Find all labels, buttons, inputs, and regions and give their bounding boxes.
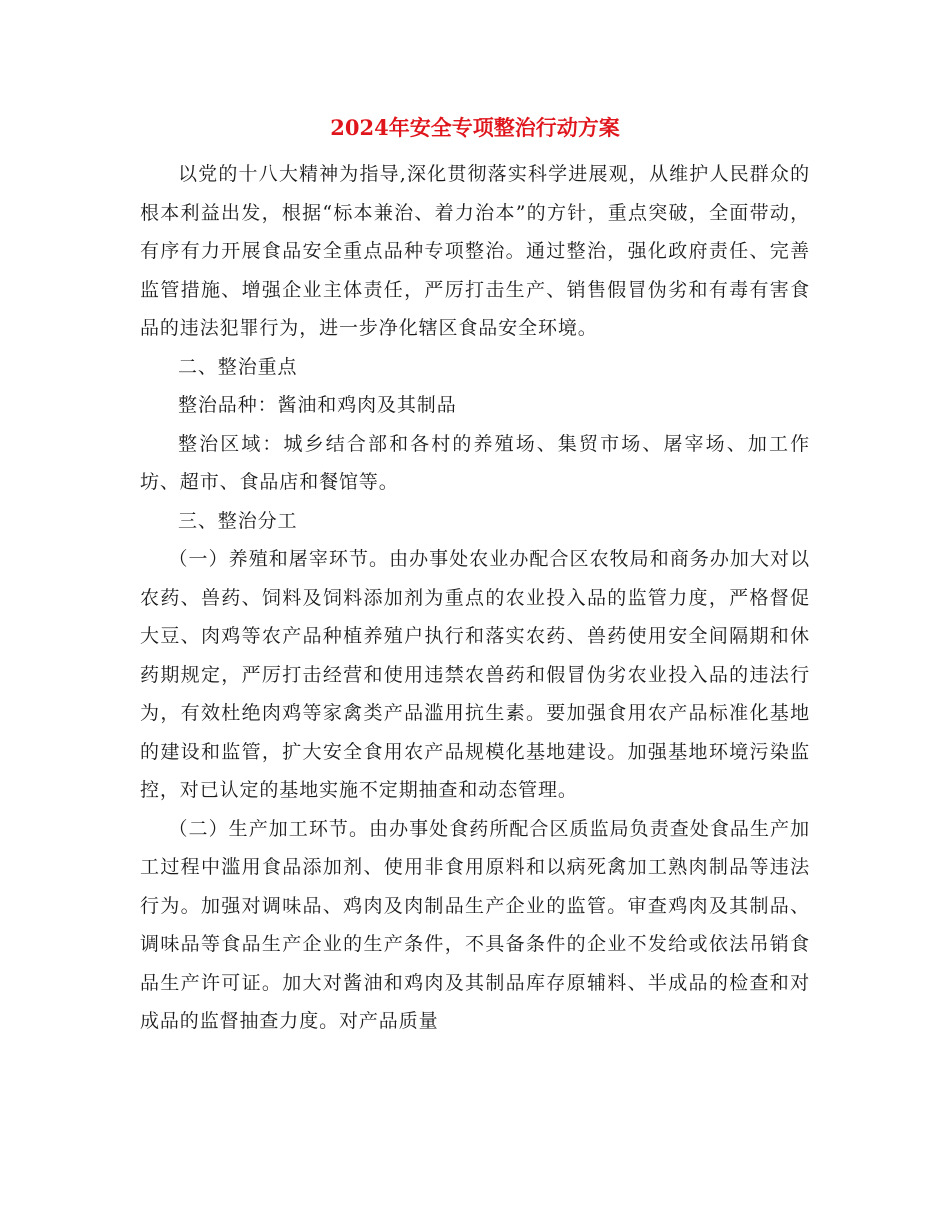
section-heading-focus: 二、整治重点 (178, 355, 298, 378)
paragraph-breeding-slaughter: （一）养殖和屠宰环节。由办事处农业办配合区农牧局和商务办加大对以农药、兽药、饲料及饲料添加剂为重点的农业投入品的监管力度，严格督促大豆、肉鸡等农产品种植养殖户执行和落实农药、兽药使用安全间隔期和休药期规定，严厉打击经营和使用违禁农兽药和假冒伪劣农业投入品的违法行为，有效杜绝肉鸡等家禽类产品滥用抗生素。要加强食用农产品标准化基地的建设和监管，扩大安全食用农产品规模化基地建设。加强基地环境污染监控，对已认定的基地实施不定期抽查和动态管理。 (140, 548, 810, 801)
document-body (140, 155, 810, 1041)
paragraph-areas: 整治区域：城乡结合部和各村的养殖场、集贸市场、屠宰场、加工作坊、超市、食品店和餐馆等。 (140, 432, 810, 493)
section-heading-division: 三、整治分工 (178, 509, 298, 532)
document-title: 2024年安全专项整治行动方案 (330, 115, 620, 140)
paragraph-varieties: 整治品种：酱油和鸡肉及其制品 (178, 394, 457, 416)
paragraph-production-processing: （二）生产加工环节。由办事处食药所配合区质监局负责查处食品生产加工过程中滥用食品添加剂、使用非食用原料和以病死禽加工熟肉制品等违法行为。加强对调味品、鸡肉及肉制品生产企业的监管。审查鸡肉及其制品、调味品等食品生产企业的生产条件，不具备条件的企业不发给或依法吊销食品生产许可证。加大对酱油和鸡肉及其制品库存原辅料、半成品的检查和对成品的监督抽查力度。对产品质量 (140, 817, 810, 1032)
intro-paragraph: 以党的十八大精神为指导,深化贯彻落实科学进展观，从维护人民群众的根本利益出发，根据“标本兼治、着力治本”的方针，重点突破，全面带动，有序有力开展食品安全重点品种专项整治。通过整治，强化政府责任、完善监管措施、增强企业主体责任，严厉打击生产、销售假冒伪劣和有毒有害食品的违法犯罪行为，进一步净化辖区食品安全环境。 (140, 163, 810, 339)
